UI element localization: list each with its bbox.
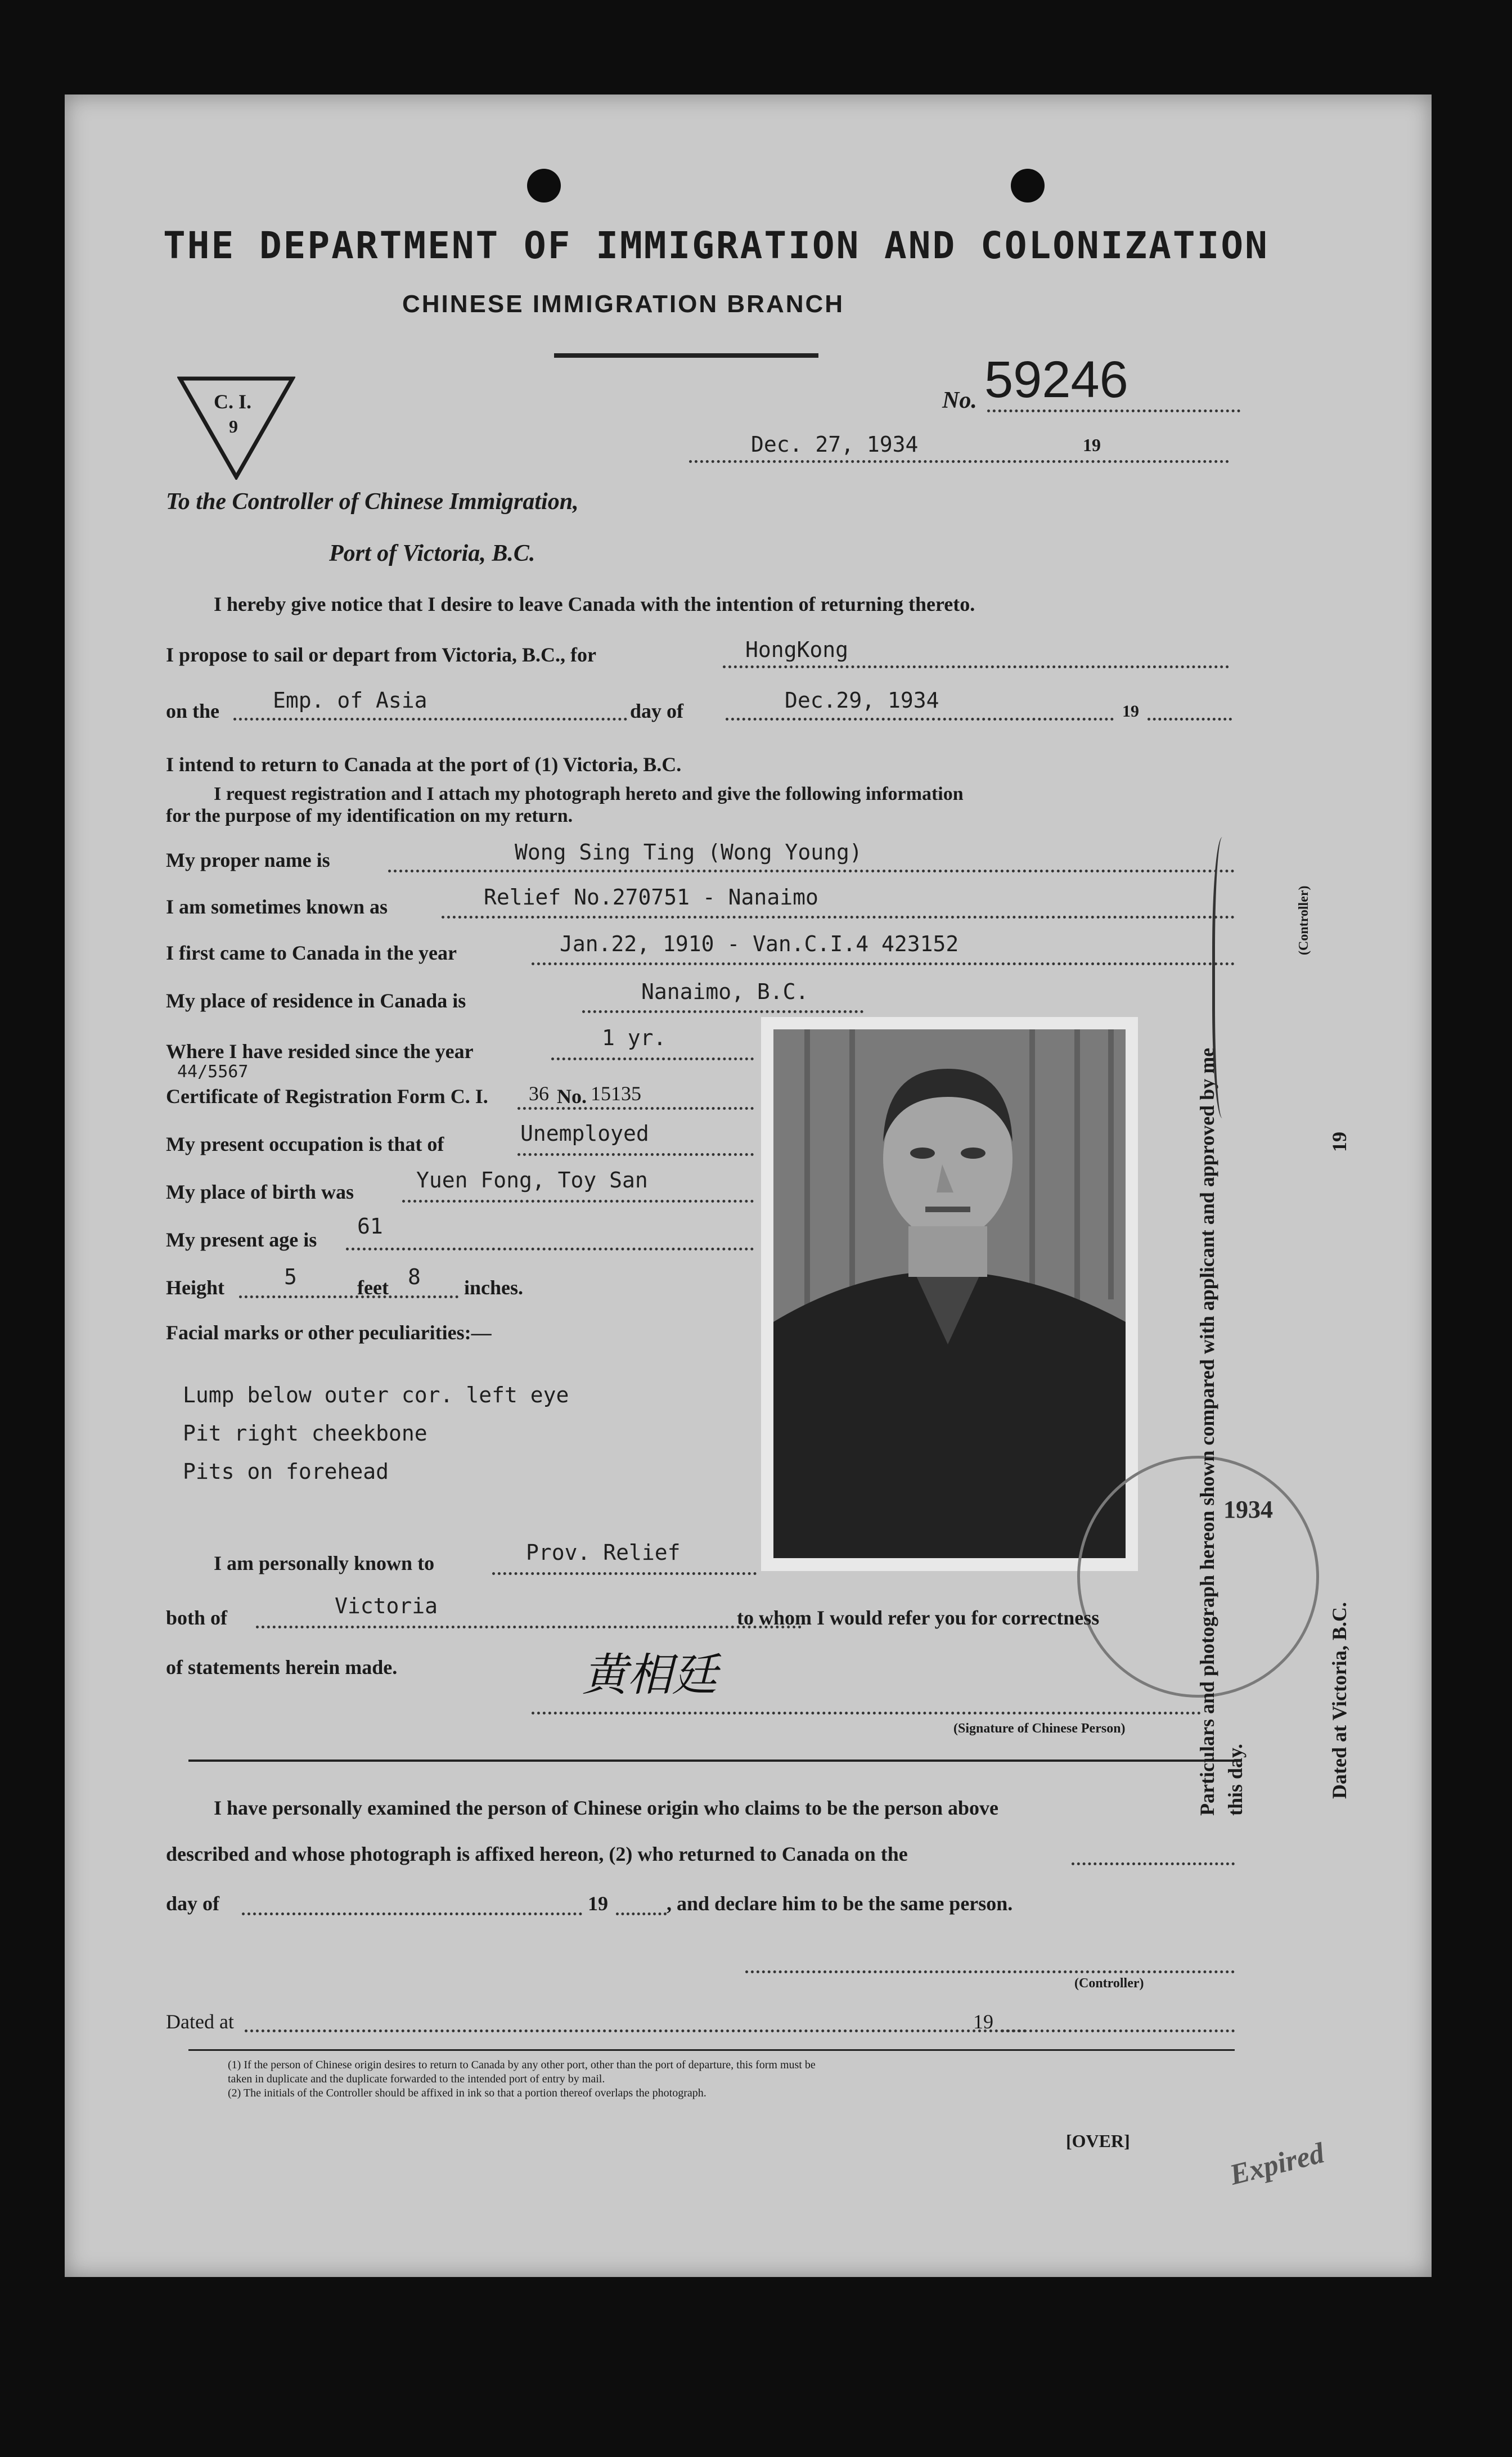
marks-label: Facial marks or other peculiarities:— (166, 1321, 492, 1344)
known-as-value: Relief No.270751 - Nanaimo (484, 885, 818, 910)
height-dots (239, 1295, 458, 1298)
occupation-label: My present occupation is that of (166, 1133, 444, 1155)
date-year-prefix: 19 (1083, 435, 1101, 455)
request-line-1: I request registration and I attach my photograph hereto and give the following information (214, 784, 964, 804)
on-the-label: on the (166, 700, 220, 722)
footnote-1b: taken in duplicate and the duplicate forwarded to the intended port of entry by mail. (228, 2073, 605, 2085)
birth-dots (402, 1200, 754, 1203)
known-to-label: I am personally known to (214, 1552, 435, 1574)
height-inches-value: 8 (408, 1264, 421, 1289)
age-dots (346, 1248, 754, 1250)
first-came-value: Jan.22, 1910 - Van.C.I.4 423152 (560, 932, 959, 956)
department-title: THE DEPARTMENT OF IMMIGRATION AND COLONIZATION (163, 224, 1269, 267)
dated-at-dots (245, 2030, 1027, 2032)
ship-dots (233, 718, 627, 721)
feet-label: feet (357, 1276, 389, 1299)
cert-no-value: 15135 (591, 1082, 641, 1105)
badge-number: 9 (229, 416, 238, 436)
immigration-form (65, 94, 1432, 2277)
footnote-rule (188, 2049, 1235, 2051)
day-of-label: day of (630, 700, 684, 722)
mark-line-2: Pit right cheekbone (183, 1421, 428, 1446)
both-of-value: Victoria (335, 1594, 438, 1618)
punch-hole-left (527, 169, 561, 202)
ship-name: Emp. of Asia (273, 688, 428, 713)
proper-name-value: Wong Sing Ting (Wong Young) (515, 840, 862, 865)
cert-form-value: 36 (529, 1082, 549, 1105)
controller-19-dots (616, 1912, 667, 1915)
return-port: I intend to return to Canada at the port of (1) Victoria, B.C. (166, 753, 682, 776)
section-divider (188, 1760, 1235, 1762)
birth-label: My place of birth was (166, 1181, 354, 1203)
mark-line-1: Lump below outer cor. left eye (183, 1383, 569, 1407)
height-label: Height (166, 1276, 224, 1299)
height-feet-value: 5 (284, 1264, 297, 1289)
controller-caption: (Controller) (1074, 1976, 1144, 1991)
branch-title: CHINESE IMMIGRATION BRANCH (402, 290, 845, 318)
cert-dots (518, 1107, 754, 1110)
header-rule (554, 353, 818, 358)
declare-text: , and declare him to be the same person. (667, 1892, 1013, 1915)
over-label: [OVER] (1066, 2131, 1130, 2151)
residence-value: Nanaimo, B.C. (641, 979, 809, 1004)
date-dots (689, 460, 1229, 463)
residence-label: My place of residence in Canada is (166, 989, 466, 1012)
proper-name-dots (388, 870, 1235, 872)
sail-destination: HongKong (745, 637, 849, 662)
sail-year-dots (1148, 718, 1232, 721)
intro-text: I hereby give notice that I desire to leave Canada with the intention of returning thereto. (214, 593, 975, 615)
known-to-value: Prov. Relief (526, 1540, 681, 1565)
cert-no-label: No. (557, 1085, 587, 1108)
sail-date: Dec.29, 1934 (785, 688, 939, 713)
punch-hole-right (1011, 169, 1045, 202)
footnote-1a: (1) If the person of Chinese origin desires to return to Canada by any other port, other than the port of departure, this form must be (228, 2059, 816, 2071)
chinese-signature: 黄相廷 (582, 1649, 717, 1701)
margin-19: 19 (1328, 1132, 1351, 1152)
margin-handwriting (1212, 837, 1238, 1118)
badge-top-text: C. I. (214, 390, 252, 413)
cert-label: Certificate of Registration Form C. I. (166, 1085, 488, 1108)
serial-no-value: 59246 (984, 351, 1128, 408)
expired-stamp: Expired (1226, 2137, 1328, 2192)
form-date: Dec. 27, 1934 (751, 432, 919, 457)
birth-value: Yuen Fong, Toy San (416, 1168, 648, 1192)
dated-19: 19 (973, 2010, 993, 2033)
applicant-photo-frame (761, 1017, 1138, 1571)
statements-text: of statements herein made. (166, 1656, 398, 1678)
day-of-label-2: day of (166, 1892, 220, 1915)
resided-value: 1 yr. (602, 1025, 667, 1050)
refer-text: to whom I would refer you for correctness (737, 1606, 1100, 1629)
request-line-2: for the purpose of my identification on my return. (166, 806, 573, 826)
occupation-dots (518, 1153, 754, 1156)
resided-dots (551, 1058, 754, 1060)
both-of-dots (256, 1626, 802, 1628)
address-line-2: Port of Victoria, B.C. (329, 541, 536, 566)
serial-no-label: No. (942, 388, 977, 413)
residence-dots (582, 1010, 863, 1013)
known-to-dots (492, 1572, 757, 1575)
known-as-label: I am sometimes known as (166, 896, 388, 918)
dated-at-label: Dated at (166, 2010, 234, 2033)
resided-label: Where I have resided since the year (166, 1040, 474, 1063)
age-label: My present age is (166, 1228, 317, 1251)
applicant-photo (773, 1029, 1126, 1558)
margin-controller: (Controller) (1297, 885, 1311, 955)
serial-no-dots (987, 410, 1240, 412)
cert-extra-number: 44/5567 (177, 1062, 249, 1082)
footnote-2: (2) The initials of the Controller should be affixed in ink so that a portion thereof overlaps the photograph. (228, 2087, 706, 2099)
form-badge (177, 376, 295, 480)
margin-particulars: Particulars and photograph hereon shown compared with applicant and approved by me (1196, 1047, 1218, 1816)
margin-dated-victoria: Dated at Victoria, B.C. (1328, 1602, 1351, 1799)
controller-sig-dots (745, 1970, 1235, 1973)
sail-dots (723, 665, 1229, 668)
age-value: 61 (357, 1214, 383, 1239)
signature-dots (532, 1712, 1201, 1714)
inches-label: inches. (464, 1276, 524, 1299)
sail-year-prefix: 19 (1122, 702, 1139, 721)
returned-dots (1072, 1862, 1235, 1865)
margin-this-day: this day. (1224, 1743, 1246, 1816)
occupation-value: Unemployed (520, 1121, 649, 1146)
dated-19-dots (1001, 2030, 1235, 2032)
sail-label: I propose to sail or depart from Victoria, B.C., for (166, 644, 596, 666)
mark-line-3: Pits on forehead (183, 1459, 389, 1484)
stamp-year: 1934 (1223, 1496, 1273, 1523)
day-of-dots (242, 1912, 582, 1915)
first-came-dots (532, 962, 1235, 965)
controller-line-1: I have personally examined the person of Chinese origin who claims to be the person above (214, 1797, 998, 1819)
both-of-label: both of (166, 1606, 228, 1629)
sail-date-dots (726, 718, 1114, 721)
known-as-dots (442, 916, 1235, 919)
signature-caption: (Signature of Chinese Person) (953, 1721, 1126, 1736)
proper-name-label: My proper name is (166, 849, 330, 871)
controller-19: 19 (588, 1892, 608, 1915)
first-came-label: I first came to Canada in the year (166, 942, 457, 964)
controller-line-2: described and whose photograph is affixed hereon, (2) who returned to Canada on the (166, 1843, 908, 1865)
address-line-1: To the Controller of Chinese Immigration, (166, 489, 579, 515)
